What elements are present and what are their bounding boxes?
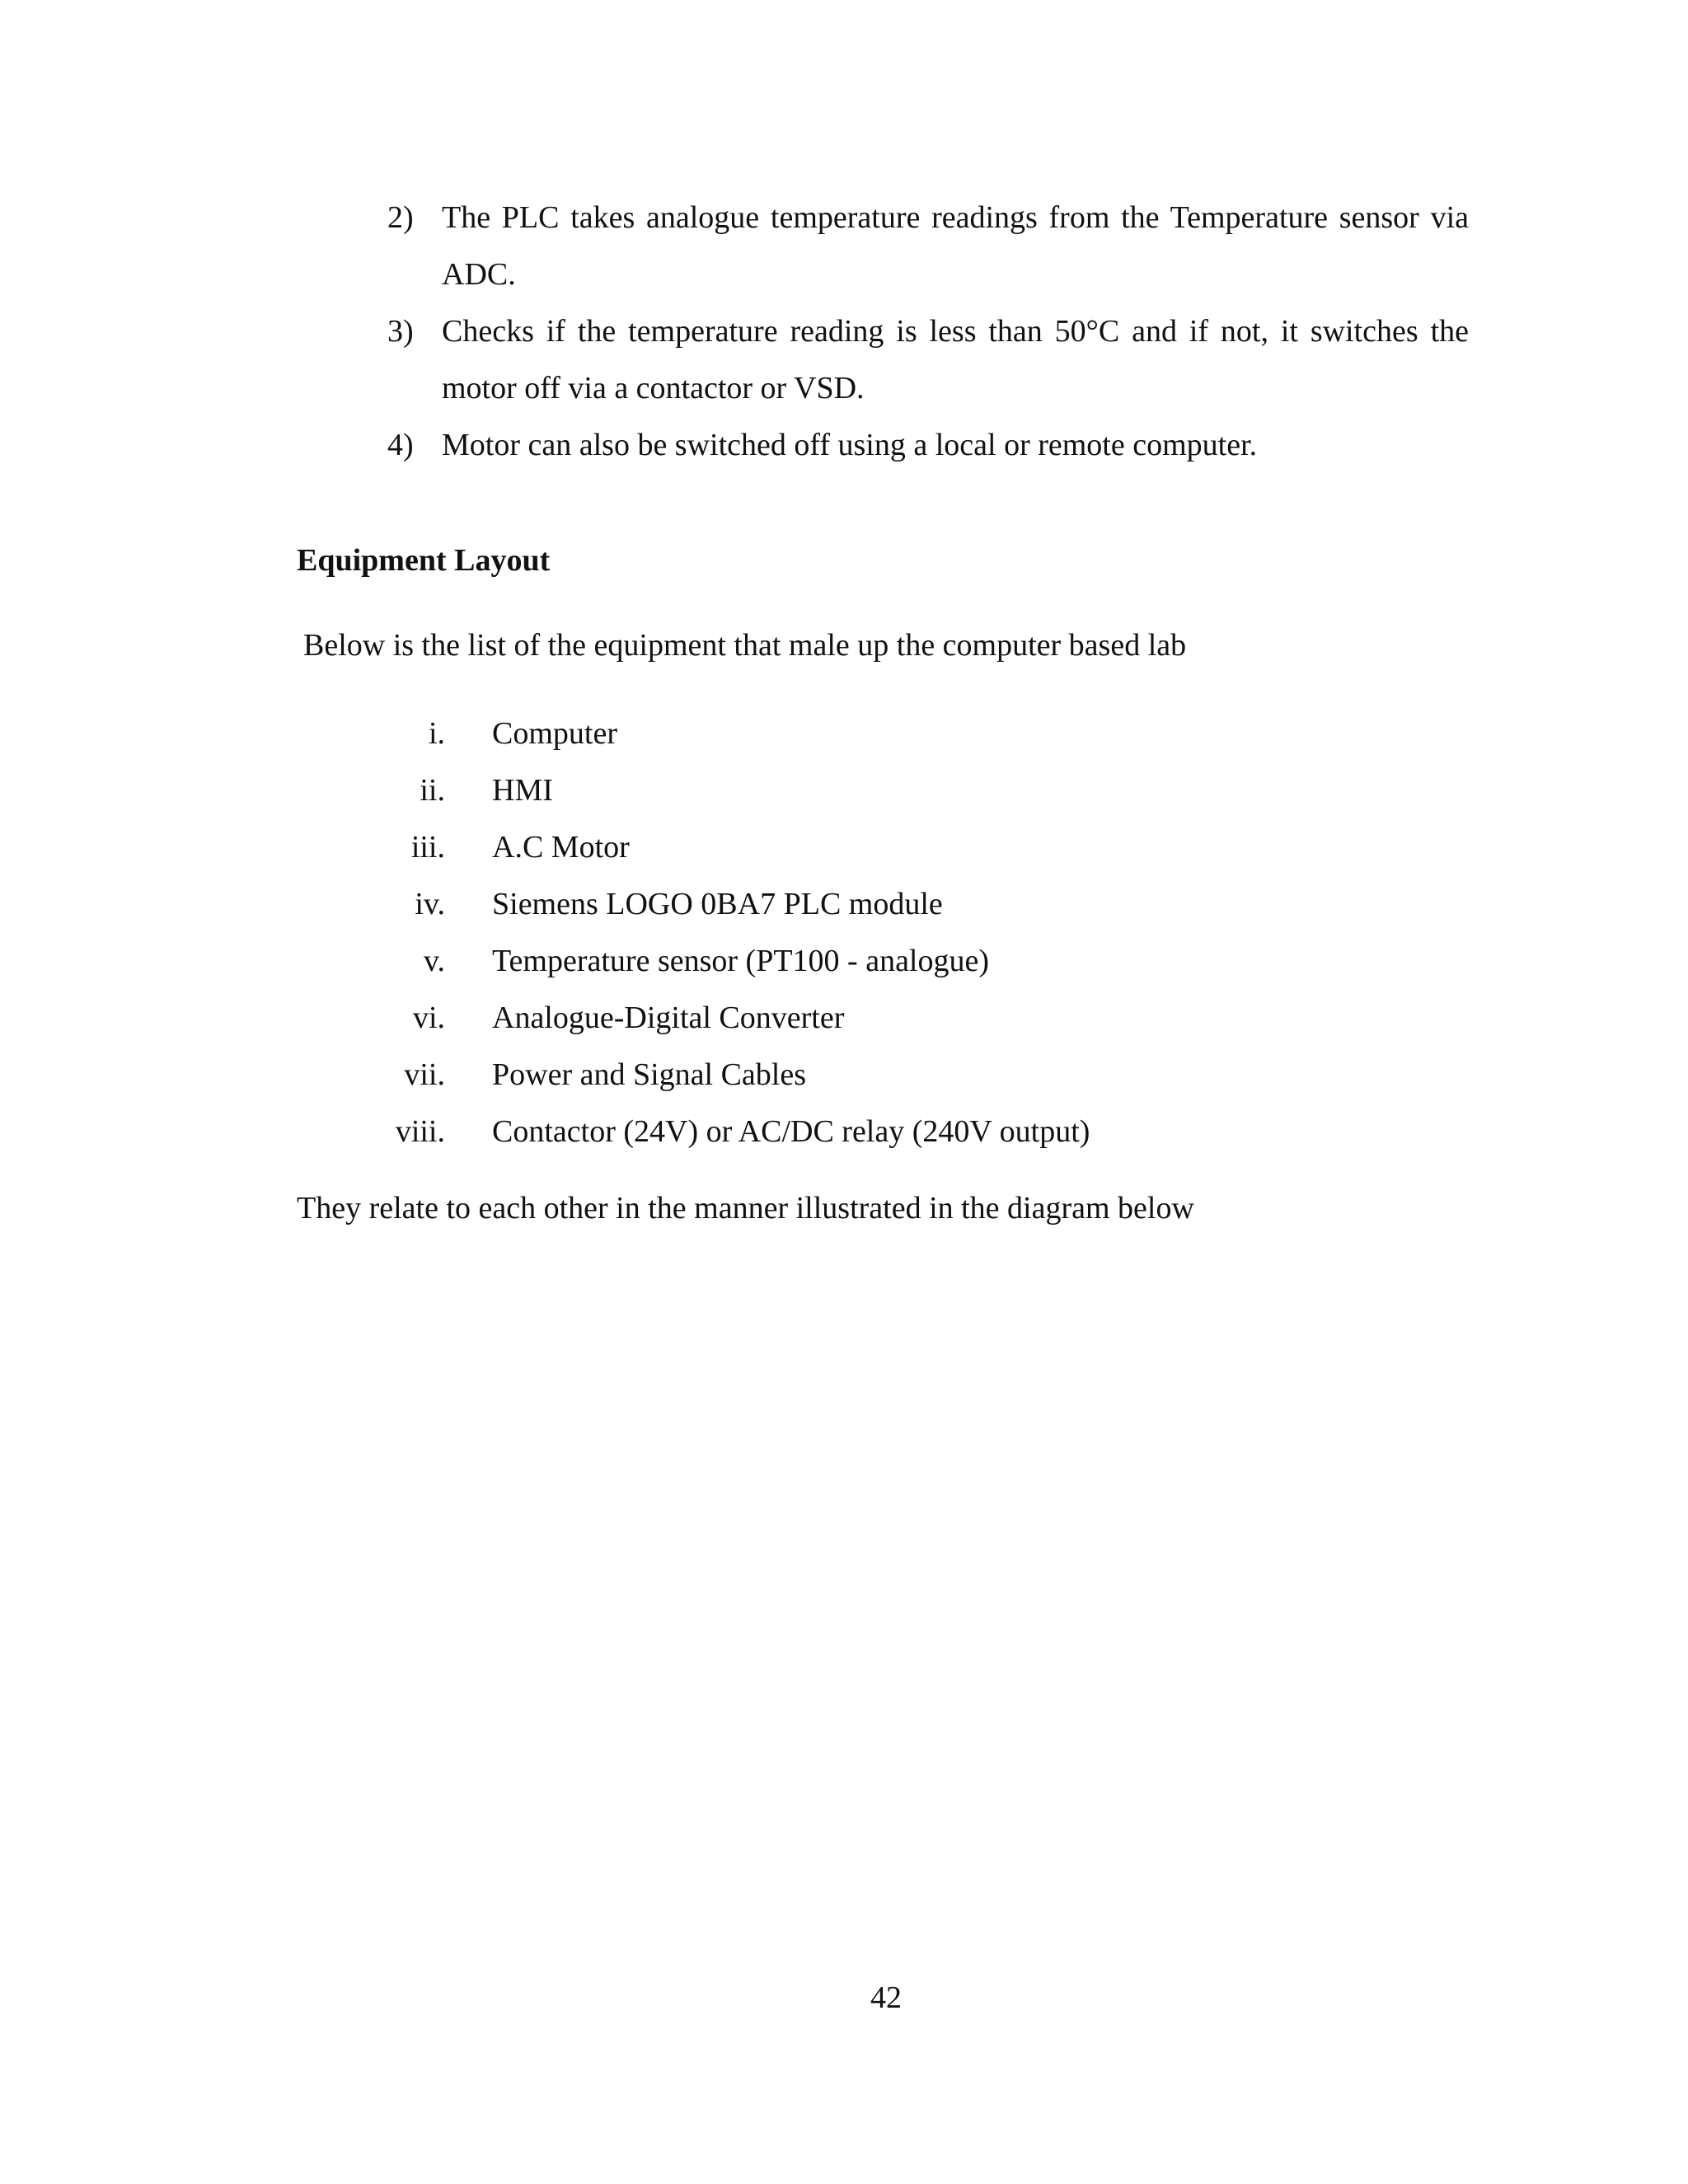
list-item-number: ii.: [420, 773, 445, 808]
process-steps-list: [387, 190, 1469, 474]
list-item-label: HMI: [492, 773, 553, 808]
list-item-number: i.: [428, 716, 445, 751]
list-item-label: Analogue-Digital Converter: [492, 1001, 845, 1035]
step-number: 4): [387, 428, 414, 462]
step-text: Motor can also be switched off using a local or remote computer.: [442, 428, 1258, 462]
step-number: 2): [387, 200, 414, 235]
list-item-number: viii.: [395, 1114, 445, 1149]
list-item-label: A.C Motor: [492, 830, 630, 865]
list-item: [354, 1047, 1261, 1104]
list-item-label: Contactor (24V) or AC/DC relay (240V output): [492, 1114, 1090, 1149]
section-heading: Equipment Layout: [297, 543, 551, 578]
equipment-list: [354, 705, 1261, 1160]
list-item: [354, 876, 1261, 933]
list-item-label: Temperature sensor (PT100 - analogue): [492, 944, 990, 978]
list-item: [354, 933, 1261, 990]
list-item: [354, 990, 1261, 1047]
step-number: 3): [387, 314, 414, 349]
list-item-label: Computer: [492, 716, 617, 751]
list-item-number: v.: [423, 944, 445, 978]
list-item-number: vi.: [412, 1001, 445, 1035]
outro-paragraph: They relate to each other in the manner illustrated in the diagram below: [297, 1191, 1194, 1226]
list-item-number: vii.: [404, 1057, 445, 1092]
process-step: [387, 303, 1469, 417]
process-step: [387, 417, 1469, 474]
list-item-number: iv.: [415, 887, 445, 921]
list-item: [354, 1104, 1261, 1160]
process-step: [387, 190, 1469, 303]
list-item: [354, 762, 1261, 819]
list-item: [354, 819, 1261, 876]
page-number: 42: [870, 1980, 902, 2015]
step-text: Checks if the temperature reading is less than 50°C and if not, it switches the motor off via a contactor or VSD.: [442, 314, 1469, 405]
list-item: [354, 705, 1261, 762]
step-text: The PLC takes analogue temperature readings from the Temperature sensor via ADC.: [442, 200, 1469, 292]
list-item-number: iii.: [410, 830, 445, 865]
list-item-label: Power and Signal Cables: [492, 1057, 807, 1092]
list-item-label: Siemens LOGO 0BA7 PLC module: [492, 887, 943, 921]
intro-paragraph: Below is the list of the equipment that male up the computer based lab: [303, 628, 1187, 663]
